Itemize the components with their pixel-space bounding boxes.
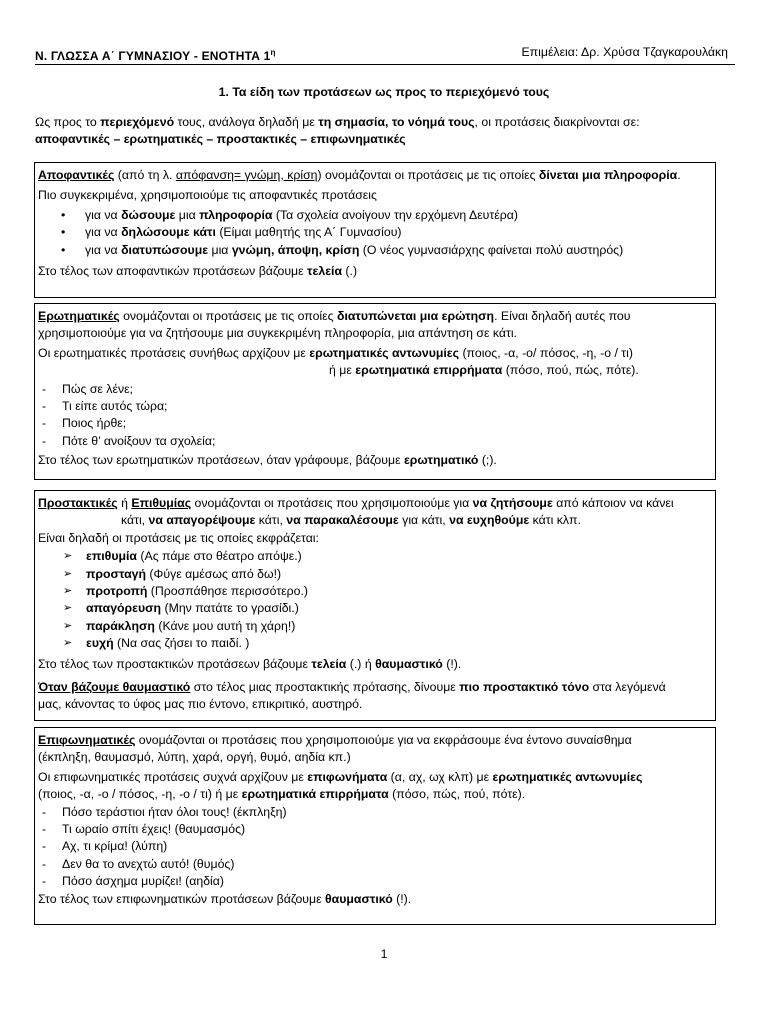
list-item — [38, 873, 711, 890]
item-text: (Κάνε μου αυτή τη χάρη!) — [154, 618, 296, 633]
item-bold: ευχή — [86, 636, 114, 651]
arrow-icon: ➢ — [63, 550, 73, 563]
end-text: (.) ή — [346, 656, 376, 671]
definition-bold: να ευχηθούμε — [449, 513, 530, 528]
adverbs-bold: ερωτηματικά επιρρήματα — [355, 363, 503, 378]
adverbs-text: ή με — [329, 363, 356, 378]
list-item — [38, 838, 711, 855]
end-text: (;). — [478, 453, 497, 468]
definition-bold: διατυπώνεται μια ερώτηση — [336, 309, 495, 323]
pronouns-text: (ποιος, -α, -ο/ πόσος, -η, -ο / τι) — [459, 345, 633, 360]
prostaktikes-punctuation — [38, 656, 711, 673]
end-text: (!). — [392, 891, 412, 906]
intro-line-1 — [35, 114, 735, 131]
list-item — [38, 566, 711, 583]
definition-text: (από τη λ. — [114, 168, 176, 182]
section-apofantikes — [34, 162, 716, 298]
page-number: 1 — [380, 947, 388, 961]
dash-icon: - — [42, 381, 47, 396]
beginning-text: (ποιος, -α, -ο / πόσος, -η, -ο / τι) ή με — [38, 787, 242, 802]
epithymias-term: Επιθυμίας — [131, 496, 192, 510]
list-item — [38, 821, 711, 838]
list-item — [38, 415, 711, 432]
epifonimatikes-punctuation — [38, 891, 711, 908]
apofantikes-definition — [38, 167, 711, 184]
item-text: (Ο νέος γυμνασιάρχης φαίνεται πολύ αυστηρός) — [359, 242, 624, 257]
prostaktikes-definition-cont — [38, 512, 711, 529]
arrow-icon: ➢ — [63, 567, 73, 580]
epifonimatikes-beginning — [38, 769, 711, 786]
example-text: Ποιος ήρθε; — [62, 416, 127, 431]
prostaktikes-note — [38, 679, 711, 696]
page-title: 1. Τα είδη των προτάσεων ως προς το περιεχόμενό τους — [218, 85, 550, 99]
intro-text: , οι προτάσεις διακρίνονται σε: — [474, 115, 640, 129]
list-item — [38, 224, 711, 241]
end-bold: θαυμαστικό — [325, 891, 393, 906]
item-text: (Μην πατάτε το γρασίδι.) — [161, 601, 299, 616]
erotimatikes-term: Ερωτηματικές — [38, 309, 120, 323]
arrow-icon: ➢ — [63, 637, 73, 650]
epifonimatikes-term: Επιφωνηματικές — [38, 733, 136, 747]
end-bold: τελεία — [311, 656, 347, 671]
prostaktikes-note-cont: μας, κάνοντας το ύφος μας πιο έντονο, επικριτικό, αυστηρό. — [38, 697, 363, 712]
item-bold: διατυπώσουμε — [121, 242, 209, 257]
end-text: Στο τέλος των επιφωνηματικών προτάσεων βάζουμε — [38, 891, 325, 906]
intro-text: τους, ανάλογα δηλαδή με — [174, 115, 319, 129]
erotimatikes-definition-cont: χρησιμοποιούμε για να ζητήσουμε μια συγκεκριμένη πληροφορία, μια απάντηση σε κάτι. — [38, 326, 517, 341]
example-text: Δεν θα το ανεχτώ αυτό! (θυμός) — [62, 856, 235, 871]
prostaktikes-definition — [38, 495, 711, 512]
definition-text: ονομάζονται οι προτάσεις με τις οποίες — [119, 309, 337, 323]
item-text: (Είμαι μαθητής της Α΄ Γυμνασίου) — [215, 225, 402, 240]
section-erotimatikes — [34, 303, 716, 480]
epifonimatikes-definition — [38, 732, 711, 749]
dash-icon: - — [42, 856, 47, 871]
header-superscript: η — [270, 48, 276, 57]
header-divider — [35, 64, 735, 65]
apofantikes-punctuation — [38, 263, 711, 280]
beginning-bold: ερωτηματικά επιρρήματα — [241, 787, 389, 802]
example-text: Πόσο τεράστιοι ήταν όλοι τους! (έκπληξη) — [62, 804, 287, 819]
pronouns-text: Οι ερωτηματικές προτάσεις συνήθως αρχίζουν με — [38, 345, 310, 360]
list-item — [38, 618, 711, 635]
definition-text: ) ονομάζονται οι προτάσεις με τις οποίες — [317, 168, 539, 182]
dash-icon: - — [42, 433, 47, 448]
bullet-icon: • — [61, 242, 66, 257]
end-bold: ερωτηματικό — [403, 453, 479, 468]
dash-icon: - — [42, 416, 47, 431]
section-prostaktikes — [34, 490, 716, 721]
item-bold: επιθυμία — [86, 549, 137, 564]
example-text: Τι είπε αυτός τώρα; — [62, 399, 168, 414]
intro-paragraph — [35, 114, 735, 149]
item-bold: προσταγή — [86, 566, 147, 581]
end-text: Στο τέλος των προστακτικών προτάσεων βάζουμε — [38, 656, 312, 671]
erotimatikes-punctuation — [38, 452, 711, 469]
definition-text: . Είναι δηλαδή αυτές που — [494, 309, 631, 323]
header-course-title — [35, 44, 276, 65]
item-bold: δώσουμε — [121, 207, 176, 222]
section-epifonimatikes — [34, 727, 716, 925]
item-text: για να — [85, 242, 122, 257]
apofantikes-term: Αποφαντικές — [38, 168, 115, 182]
end-bold: τελεία — [307, 264, 343, 279]
apofantikes-uses-list — [38, 207, 711, 259]
definition-text: κάτι κλπ. — [529, 513, 581, 528]
item-bold: παράκληση — [86, 618, 155, 633]
dash-icon: - — [42, 399, 47, 414]
prostaktikes-term: Προστακτικές — [38, 496, 118, 510]
definition-bold: να παρακαλέσουμε — [286, 513, 399, 528]
intro-categories: αποφαντικές – ερωτηματικές – προστακτικές – επιφωνηματικές — [35, 132, 406, 147]
list-item — [38, 600, 711, 617]
prostaktikes-intro: Είναι δηλαδή οι προτάσεις με τις οποίες εκφράζεται: — [38, 530, 319, 545]
definition-text: κάτι, — [255, 513, 287, 528]
definition-text: από κάποιον να κάνει — [552, 496, 674, 510]
definition-text: ονομάζονται οι προτάσεις που χρησιμοποιούμε για να εκφράσουμε ένα έντονο συναίσθημα — [135, 733, 632, 747]
item-text: (Φύγε αμέσως από δω!) — [146, 566, 282, 581]
example-text: Πώς σε λένε; — [62, 381, 133, 396]
example-text: Πόσο άσχημα μυρίζει! (αηδία) — [62, 874, 224, 889]
list-item — [38, 583, 711, 600]
item-text: μια — [175, 207, 200, 222]
item-bold: απαγόρευση — [86, 601, 162, 616]
definition-bold: να ζητήσουμε — [472, 496, 553, 510]
list-item — [38, 804, 711, 821]
bullet-icon: • — [61, 207, 66, 222]
erotimatikes-examples — [38, 381, 711, 451]
definition-bold: δίνεται μια πληροφορία — [538, 168, 678, 182]
list-item — [38, 381, 711, 398]
note-text: στα λεγόμενά — [589, 680, 666, 695]
item-text: για να — [85, 207, 122, 222]
list-item — [38, 433, 711, 450]
dash-icon: - — [42, 874, 47, 889]
beginning-bold: επιφωνήματα — [307, 769, 388, 784]
item-text: για να — [85, 225, 122, 240]
header-author: Επιμέλεια: Δρ. Χρύσα Τζαγκαρουλάκη — [521, 45, 728, 59]
list-item — [38, 548, 711, 565]
header-left-text: Ν. ΓΛΩΣΣΑ Α΄ ΓΥΜΝΑΣΙΟΥ - ΕΝΟΤΗΤΑ 1 — [35, 49, 271, 63]
definition-bold: να απαγορέψουμε — [148, 513, 256, 528]
example-text: Αχ, τι κρίμα! (λύπη) — [62, 839, 168, 854]
arrow-icon: ➢ — [63, 619, 73, 632]
list-item — [38, 398, 711, 415]
dash-icon: - — [42, 839, 47, 854]
example-text: Τι ωραίο σπίτι έχεις! (θαυμασμός) — [62, 822, 246, 837]
intro-bold: τη σημασία, το νόημά τους — [318, 115, 475, 129]
example-text: Πότε θ’ ανοίξουν τα σχολεία; — [62, 433, 216, 448]
definition-text: . — [677, 168, 681, 182]
dash-icon: - — [42, 822, 47, 837]
intro-text: Ως προς το — [35, 115, 101, 129]
erotimatikes-adverbs — [38, 362, 711, 379]
epifonimatikes-beginning-cont — [38, 786, 711, 803]
list-item — [38, 856, 711, 873]
item-bold: πληροφορία — [199, 207, 273, 222]
item-bold: προτροπή — [86, 584, 148, 599]
note-bold: πιο προστακτικό τόνο — [459, 680, 590, 695]
list-item — [38, 207, 711, 224]
item-text: (Να σας ζήσει το παιδί. ) — [113, 636, 250, 651]
dash-icon: - — [42, 804, 47, 819]
beginning-text: (α, αχ, ωχ κλπ) με — [387, 769, 493, 784]
note-term: Όταν βάζουμε θαυμαστικό — [38, 680, 191, 695]
definition-text: ή — [117, 496, 132, 510]
item-text: (Ας πάμε στο θέατρο απόψε.) — [136, 549, 302, 564]
epifonimatikes-emotions: (έκπληξη, θαυμασμό, λύπη, χαρά, οργή, θυμό, αηδία κπ.) — [38, 750, 351, 765]
pronouns-bold: ερωτηματικές αντωνυμίες — [309, 345, 460, 360]
end-text: (.) — [342, 264, 358, 279]
apofantikes-intro: Πιο συγκεκριμένα, χρησιμοποιούμε τις αποφαντικές προτάσεις — [38, 188, 377, 203]
end-text: Στο τέλος των αποφαντικών προτάσεων βάζουμε — [38, 264, 308, 279]
erotimatikes-pronouns — [38, 345, 711, 362]
beginning-text: (πόσο, πώς, πού, πότε). — [388, 787, 526, 802]
list-item — [38, 635, 711, 652]
intro-bold: περιεχόμενό — [100, 115, 175, 129]
item-text: (Τα σχολεία ανοίγουν την ερχόμενη Δευτέρα) — [272, 207, 518, 222]
note-text: στο τέλος μιας προστακτικής πρότασης, δίνουμε — [190, 680, 460, 695]
adverbs-text: (πόσο, πού, πώς, πότε). — [502, 363, 639, 378]
bullet-icon: • — [61, 225, 66, 240]
arrow-icon: ➢ — [63, 585, 73, 598]
arrow-icon: ➢ — [63, 602, 73, 615]
list-item — [38, 242, 711, 259]
beginning-text: Οι επιφωνηματικές προτάσεις συχνά αρχίζουν με — [38, 769, 308, 784]
definition-text: για κάτι, — [398, 513, 450, 528]
item-text: (Προσπάθησε περισσότερο.) — [147, 584, 309, 599]
definition-etymology: απόφανση= γνώμη, κρίση — [175, 168, 318, 182]
prostaktikes-types-list — [38, 548, 711, 652]
epifonimatikes-examples — [38, 804, 711, 891]
end-bold: θαυμαστικό — [375, 656, 443, 671]
beginning-bold: ερωτηματικές αντωνυμίες — [492, 769, 643, 784]
definition-text: κάτι, — [121, 513, 149, 528]
item-text: μια — [208, 242, 232, 257]
end-text: (!). — [442, 656, 462, 671]
end-text: Στο τέλος των ερωτηματικών προτάσεων, όταν γράφουμε, βάζουμε — [38, 453, 404, 468]
item-bold: δηλώσουμε κάτι — [121, 225, 216, 240]
item-bold: γνώμη, άποψη, κρίση — [231, 242, 360, 257]
erotimatikes-definition — [38, 308, 711, 325]
definition-text: ονομάζονται οι προτάσεις που χρησιμοποιούμε για — [191, 496, 473, 510]
